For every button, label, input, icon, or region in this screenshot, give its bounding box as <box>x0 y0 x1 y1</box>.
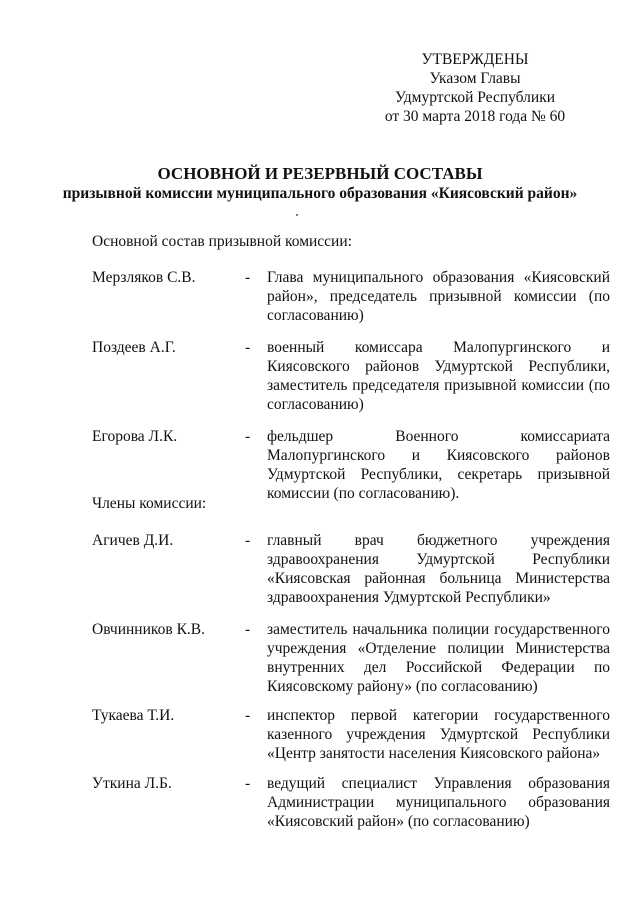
member-dash: - <box>245 339 251 356</box>
member-name: Егорова Л.К. <box>92 428 178 445</box>
member-name: Мерзляков С.В. <box>92 269 196 286</box>
member-role: главный врач бюджетного учреждения здравоохранения Удмуртской Республики «Киясовская районная больница Министерства здравоохранения Удмуртской Республики» <box>267 532 610 606</box>
member-role: инспектор первой категории государственного казенного учреждения Удмуртской Республики «Центр занятости населения Киясовского района» <box>267 707 610 762</box>
member-name: Поздеев А.Г. <box>92 339 176 356</box>
main-section-heading: Основной состав призывной комиссии: <box>92 233 352 250</box>
member-name: Агичев Д.И. <box>92 532 174 549</box>
member-name: Уткина Л.Б. <box>92 775 172 792</box>
member-role: фельдшер Военного комиссариата Малопургинского и Киясовского районов Удмуртской Республики, секретарь призывной комиссии (по согласованию). <box>267 428 610 502</box>
title-sub: призывной комиссии муниципального образования «Киясовский район» <box>62 185 578 202</box>
approval-republic: Удмуртской Республики <box>394 89 556 106</box>
document-title <box>40 164 600 204</box>
member-role: Глава муниципального образования «Киясовский район», председатель призывной комиссии (по согласованию) <box>267 269 610 324</box>
members-section-heading: Члены комиссии: <box>92 495 207 512</box>
member-dash: - <box>245 775 251 792</box>
member-name: Овчинников К.В. <box>92 621 206 638</box>
member-dash: - <box>245 428 251 445</box>
member-name: Тукаева Т.И. <box>92 707 175 724</box>
member-dash: - <box>245 269 251 286</box>
member-role: заместитель начальника полиции государственного учреждения «Отделение полиции Министерства внутренних дел Российской Федерации по Киясовскому району» (по согласованию) <box>267 621 610 695</box>
title-main: ОСНОВНОЙ И РЕЗЕРВНЫЙ СОСТАВЫ <box>157 164 483 183</box>
member-dash: - <box>245 621 251 638</box>
member-role: военный комиссара Малопургинского и Киясовского районов Удмуртской Республики, заместитель председателя призывной комиссии (по согласованию) <box>267 339 610 413</box>
approval-decree: Указом Главы <box>429 70 521 87</box>
approval-heading: УТВЕРЖДЕНЫ <box>421 51 529 68</box>
approval-block <box>360 50 590 126</box>
approval-date: от 30 марта 2018 года № 60 <box>384 108 566 125</box>
member-dash: - <box>245 707 251 724</box>
scan-speck <box>296 214 298 216</box>
member-dash: - <box>245 532 251 549</box>
member-role: ведущий специалист Управления образования Администрации муниципального образования «Киясовский район» (по согласованию) <box>267 775 610 830</box>
